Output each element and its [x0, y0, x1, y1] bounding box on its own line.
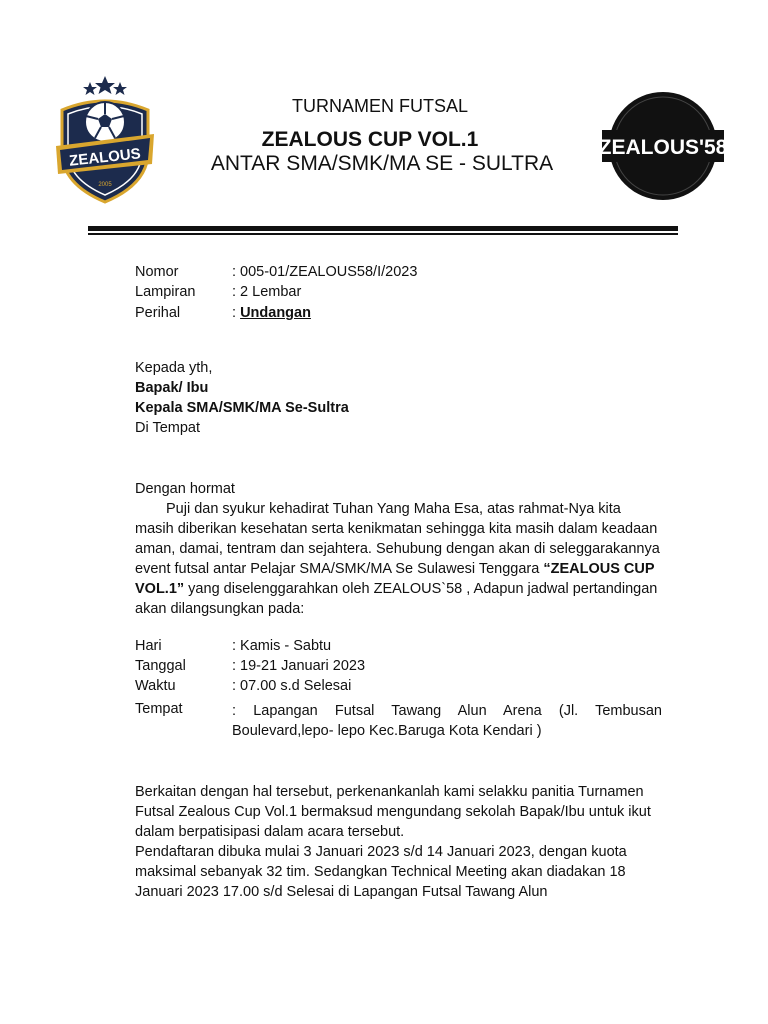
zealous-fc-logo	[52, 74, 158, 206]
meta-value: : 2 Lembar	[232, 284, 302, 300]
recipient-title: Kepala SMA/SMK/MA Se-Sultra	[135, 400, 349, 416]
recipient-greeting: Kepada yth,	[135, 360, 213, 376]
opening-text: Puji dan syukur kehadirat Tuhan Yang Maha Esa, atas rahmat-Nya kita masih diberikan kesehatan serta kenikmatan sehingga kita masih dalam keadaan aman, damai, tentram dan sejahtera. Sehubung dengan akan di seleggarakannya event futsal antar Pelajar SMA/SMK/MA Se Sulawesi Tenggara	[135, 501, 660, 577]
meta-perihal	[135, 305, 675, 325]
schedule-value: : 19-21 Januari 2023	[232, 658, 366, 674]
svg-text:ZEALOUS: ZEALOUS	[68, 145, 142, 170]
schedule-hari	[135, 638, 675, 658]
schedule-tempat	[135, 701, 675, 743]
header-line-3: ANTAR SMA/SMK/MA SE - SULTRA	[210, 152, 554, 175]
meta-value-prefix: :	[232, 305, 241, 321]
zealous58-logo	[602, 90, 724, 202]
meta-label: Nomor	[135, 264, 179, 280]
opening-salutation: Dengan hormat	[135, 481, 235, 497]
closing-block	[135, 782, 662, 902]
schedule-waktu	[135, 678, 675, 698]
recipient-place: Di Tempat	[135, 420, 201, 436]
meta-label: Perihal	[135, 305, 181, 321]
opening-text-end: yang diselenggarahkan oleh ZEALOUS`58 , Adapun jadwal pertandingan akan dilangsungkan pada:	[135, 581, 658, 617]
schedule-value: : 07.00 s.d Selesai	[232, 678, 352, 694]
schedule-label: Waktu	[135, 678, 176, 694]
schedule-tanggal	[135, 658, 675, 678]
header-line-2: ZEALOUS CUP VOL.1	[261, 128, 479, 151]
meta-label: Lampiran	[135, 284, 196, 300]
recipient-name: Bapak/ Ibu	[135, 380, 209, 396]
header-line-1: TURNAMEN FUTSAL	[291, 96, 468, 116]
star-icon	[83, 76, 127, 95]
svg-text:ZEALOUS'58: ZEALOUS'58	[602, 136, 724, 159]
meta-lampiran	[135, 284, 675, 304]
schedule-value: : Lapangan Futsal Tawang Alun Arena (Jl. Tembusan Boulevard,lepo- lepo Kec.Baruga Kota Kendari )	[232, 703, 662, 739]
meta-nomor	[135, 264, 675, 284]
opening-paragraph	[135, 499, 662, 619]
svg-text:2005: 2005	[98, 182, 112, 188]
meta-value-subject: Undangan	[240, 305, 311, 321]
recipient-block	[135, 358, 662, 438]
event-name: “ZEALOUS CUP VOL.1”	[135, 561, 655, 597]
opening-block	[135, 479, 662, 619]
schedule-value: : Kamis - Sabtu	[232, 638, 332, 654]
closing-paragraph-2: Pendaftaran dibuka mulai 3 Januari 2023 s/d 14 Januari 2023, dengan kuota maksimal sebanyak 32 tim. Sedangkan Technical Meeting akan diadakan 18 Januari 2023 17.00 s/d Selesai di Lapangan Futsal Tawang Alun	[135, 844, 627, 900]
schedule-label: Hari	[135, 638, 162, 654]
header-divider-thin	[88, 233, 678, 235]
header-divider	[88, 226, 678, 231]
closing-paragraph-1: Berkaitan dengan hal tersebut, perkenankanlah kami selakku panitia Turnamen Futsal Zealous Cup Vol.1 bermaksud mengundang sekolah Bapak/Ibu untuk ikut dalam berpatisipasi dalam acara tersebut.	[135, 784, 651, 840]
schedule-label: Tempat	[135, 701, 183, 717]
schedule-label: Tanggal	[135, 658, 186, 674]
meta-value: : 005-01/ZEALOUS58/I/2023	[232, 264, 418, 280]
